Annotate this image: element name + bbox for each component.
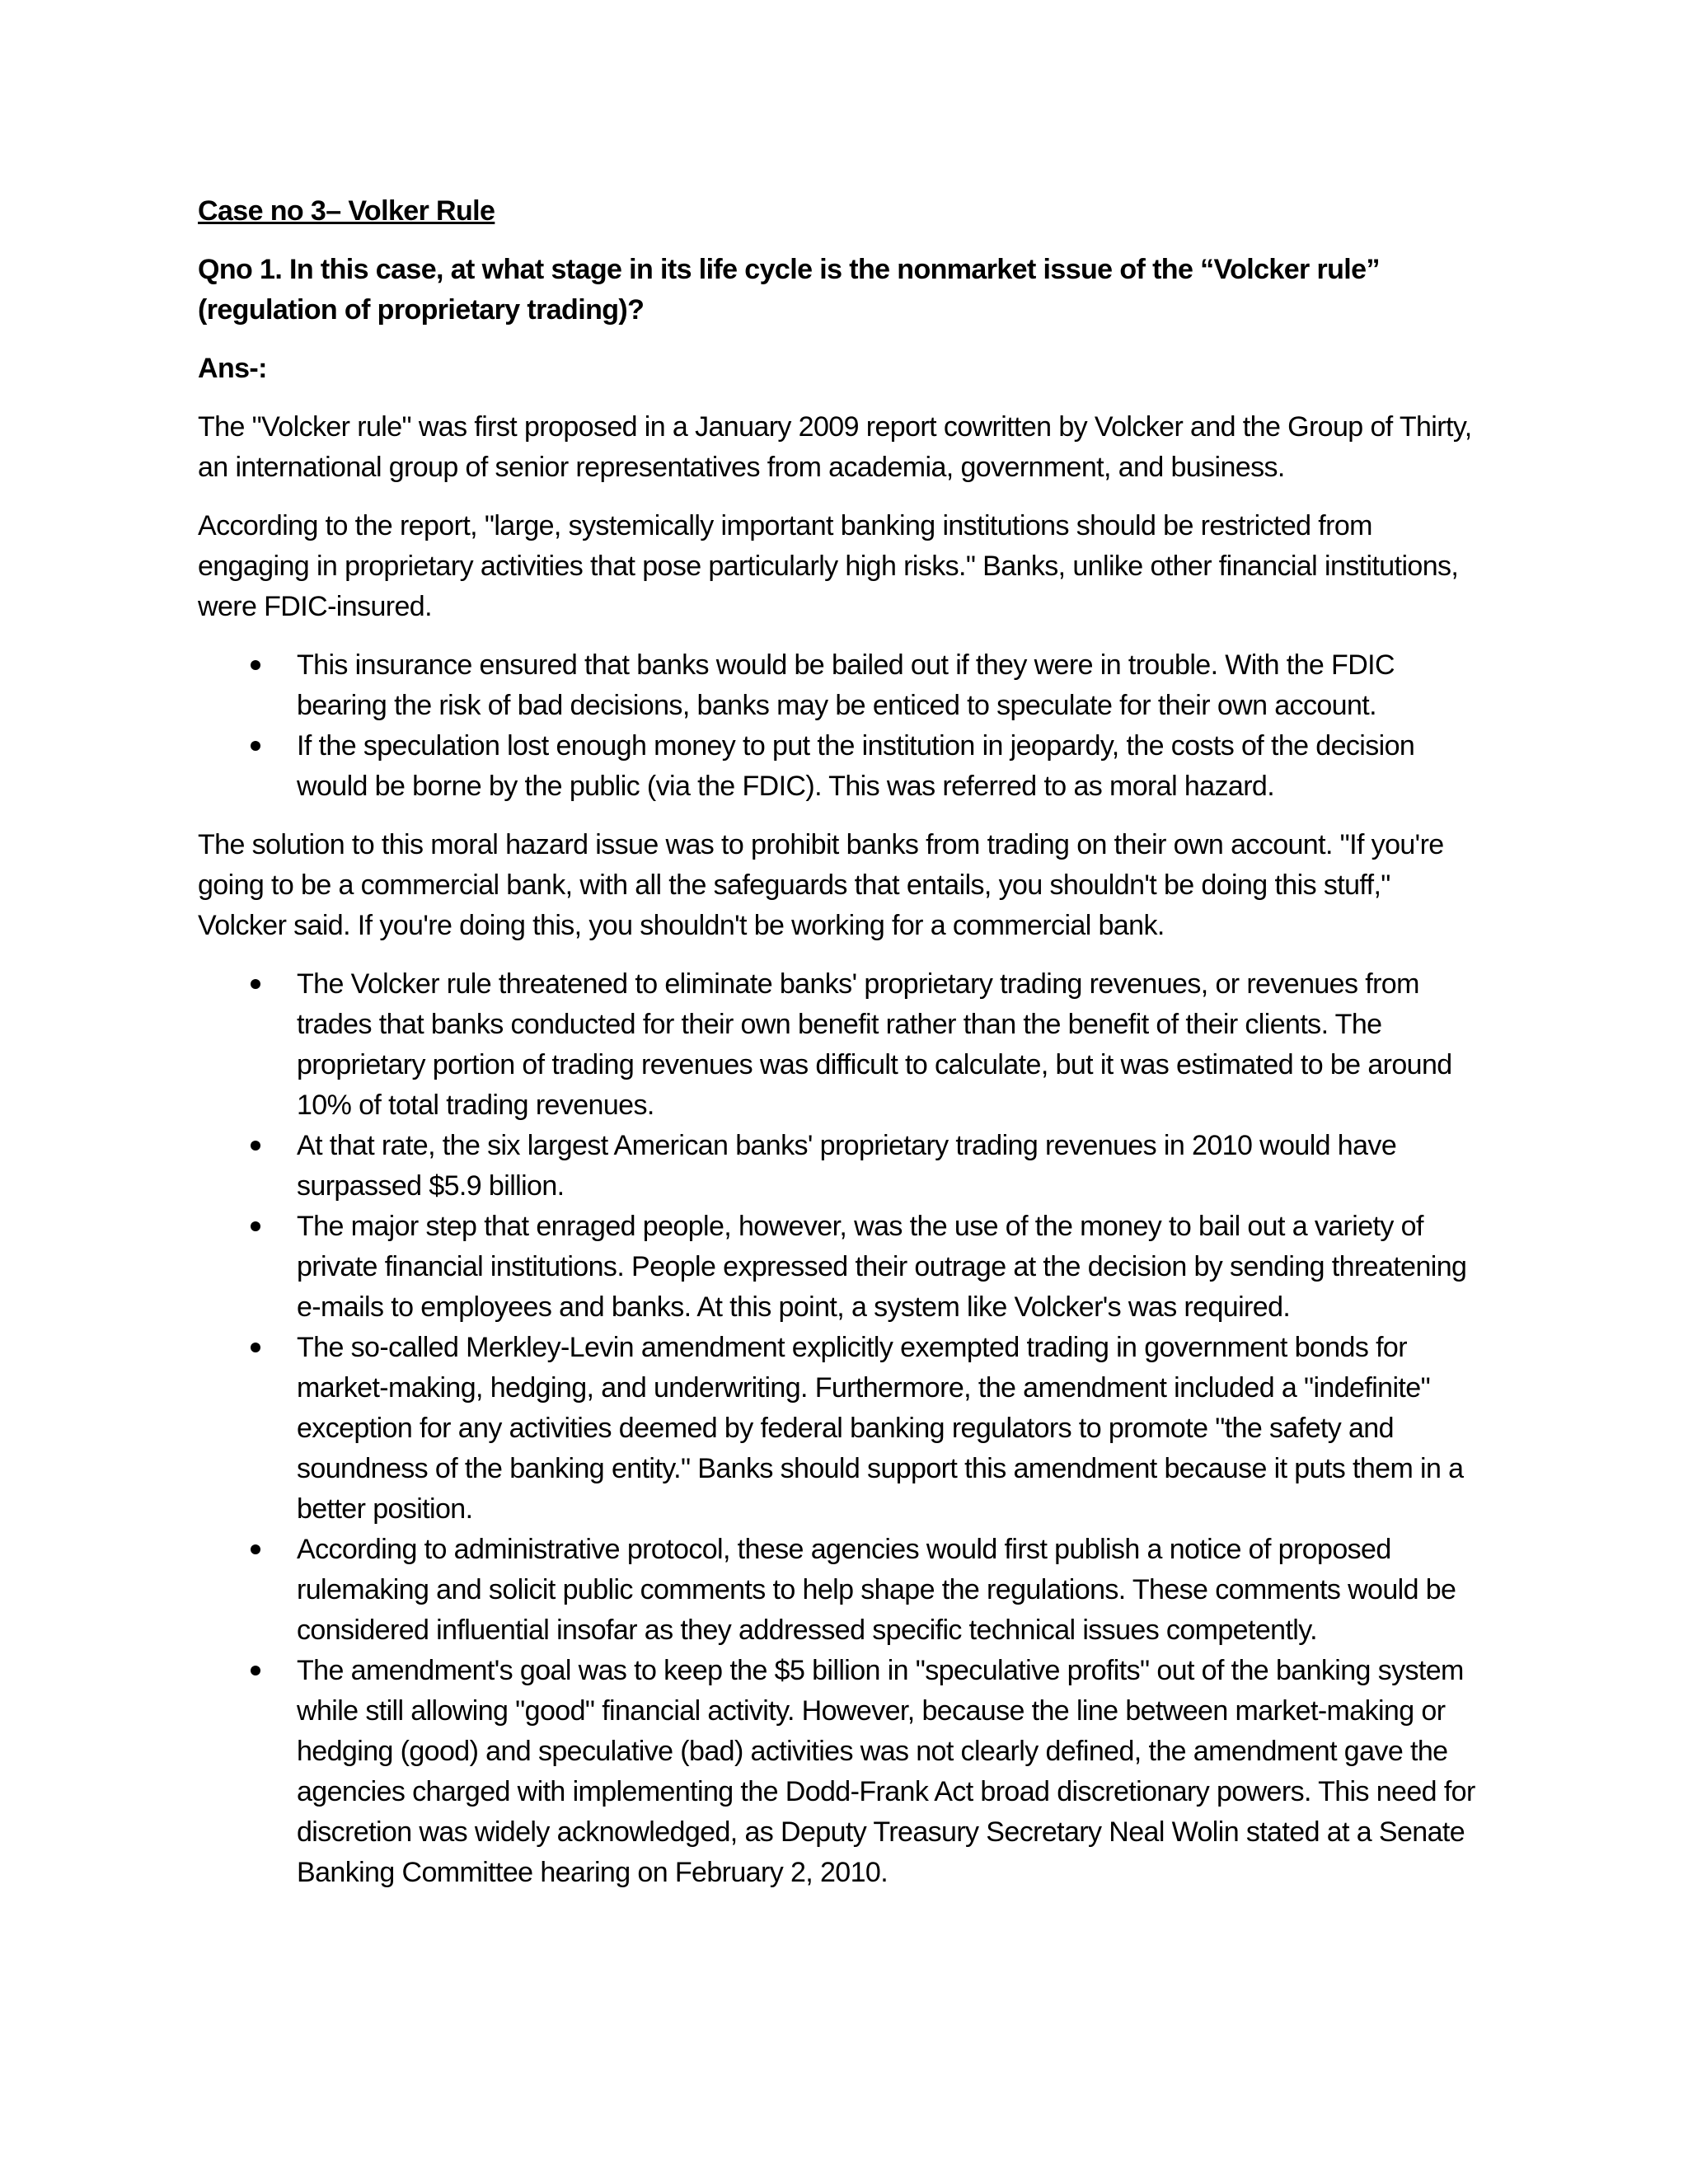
bullet-icon bbox=[251, 1343, 260, 1352]
list-item-text: According to administrative protocol, these agencies would first publish a notice of proposed rulemaking and solicit public comments to help shape the regulations. These comments would be considered influential insofar as they addressed specific technical issues competently. bbox=[297, 1534, 1456, 1646]
bullet-icon bbox=[251, 979, 260, 989]
case-title: Case no 3– Volker Rule bbox=[198, 195, 495, 227]
bullet-list-volcker bbox=[198, 964, 1484, 1893]
list-item-text: The so-called Merkley-Levin amendment explicitly exempted trading in government bonds for market-making, hedging, and underwriting. Furthermore, the amendment included a "indefinite" exception for any activities deemed by federal banking regulators to promote "the safety and soundness of the banking entity." Banks should support this amendment because it puts them in a better position. bbox=[297, 1332, 1464, 1525]
answer-label: Ans-: bbox=[198, 353, 267, 384]
list-item bbox=[198, 726, 1484, 807]
list-item bbox=[198, 1328, 1484, 1530]
list-item bbox=[198, 1207, 1484, 1328]
list-item-text: The Volcker rule threatened to eliminate banks' proprietary trading revenues, or revenues from trades that banks conducted for their own benefit rather than the benefit of their clients. The proprietary portion of trading revenues was difficult to calculate, but it was estimated to be around 10% of total trading revenues. bbox=[297, 968, 1452, 1121]
bullet-icon bbox=[251, 660, 260, 670]
bullet-list-fdic bbox=[198, 645, 1484, 807]
document-page bbox=[198, 191, 1484, 1911]
list-item bbox=[198, 645, 1484, 726]
list-item-text: The major step that enraged people, however, was the use of the money to bail out a variety of private financial institutions. People expressed their outrage at the decision by sending threatening e-mails to employees and banks. At this point, a system like Volcker's was required. bbox=[297, 1211, 1467, 1323]
bullet-icon bbox=[251, 1666, 260, 1675]
paragraph-report: According to the report, "large, systemically important banking institutions should be restricted from engaging in proprietary activities that pose particularly high risks." Banks, unlike other financial institutions, were FDIC-insured. bbox=[198, 510, 1459, 622]
list-item bbox=[198, 1530, 1484, 1651]
list-item-text: At that rate, the six largest American banks' proprietary trading revenues in 2010 would have surpassed $5.9 billion. bbox=[297, 1130, 1397, 1202]
bullet-icon bbox=[251, 1141, 260, 1151]
bullet-icon bbox=[251, 1544, 260, 1554]
list-item-text: The amendment's goal was to keep the $5 billion in "speculative profits" out of the banking system while still allowing "good" financial activity. However, because the line between market-making or hedging (good) and speculative (bad) activities was not clearly defined, the amendment gave the agencies charged with implementing the Dodd-Frank Act broad discretionary powers. This need for discretion was widely acknowledged, as Deputy Treasury Secretary Neal Wolin stated at a Senate Banking Committee hearing on February 2, 2010. bbox=[297, 1655, 1475, 1888]
list-item-text: If the speculation lost enough money to put the institution in jeopardy, the costs of the decision would be borne by the public (via the FDIC). This was referred to as moral hazard. bbox=[297, 730, 1415, 802]
bullet-icon bbox=[251, 1221, 260, 1231]
list-item bbox=[198, 964, 1484, 1126]
list-item bbox=[198, 1126, 1484, 1207]
list-item-text: This insurance ensured that banks would be bailed out if they were in trouble. With the FDIC bearing the risk of bad decisions, banks may be enticed to speculate for their own account. bbox=[297, 649, 1395, 721]
bullet-icon bbox=[251, 741, 260, 751]
paragraph-solution: The solution to this moral hazard issue was to prohibit banks from trading on their own account. "If you're going to be a commercial bank, with all the safeguards that entails, you shouldn't be doing this stuff," Volcker said. If you're doing this, you shouldn't be working for a commercial bank. bbox=[198, 829, 1444, 941]
list-item bbox=[198, 1651, 1484, 1893]
question-heading: Qno 1. In this case, at what stage in its life cycle is the nonmarket issue of the “Volcker rule” (regulation of proprietary trading)? bbox=[198, 254, 1380, 326]
paragraph-origin: The "Volcker rule" was first proposed in a January 2009 report cowritten by Volcker and the Group of Thirty, an international group of senior representatives from academia, government, and business. bbox=[198, 411, 1472, 483]
